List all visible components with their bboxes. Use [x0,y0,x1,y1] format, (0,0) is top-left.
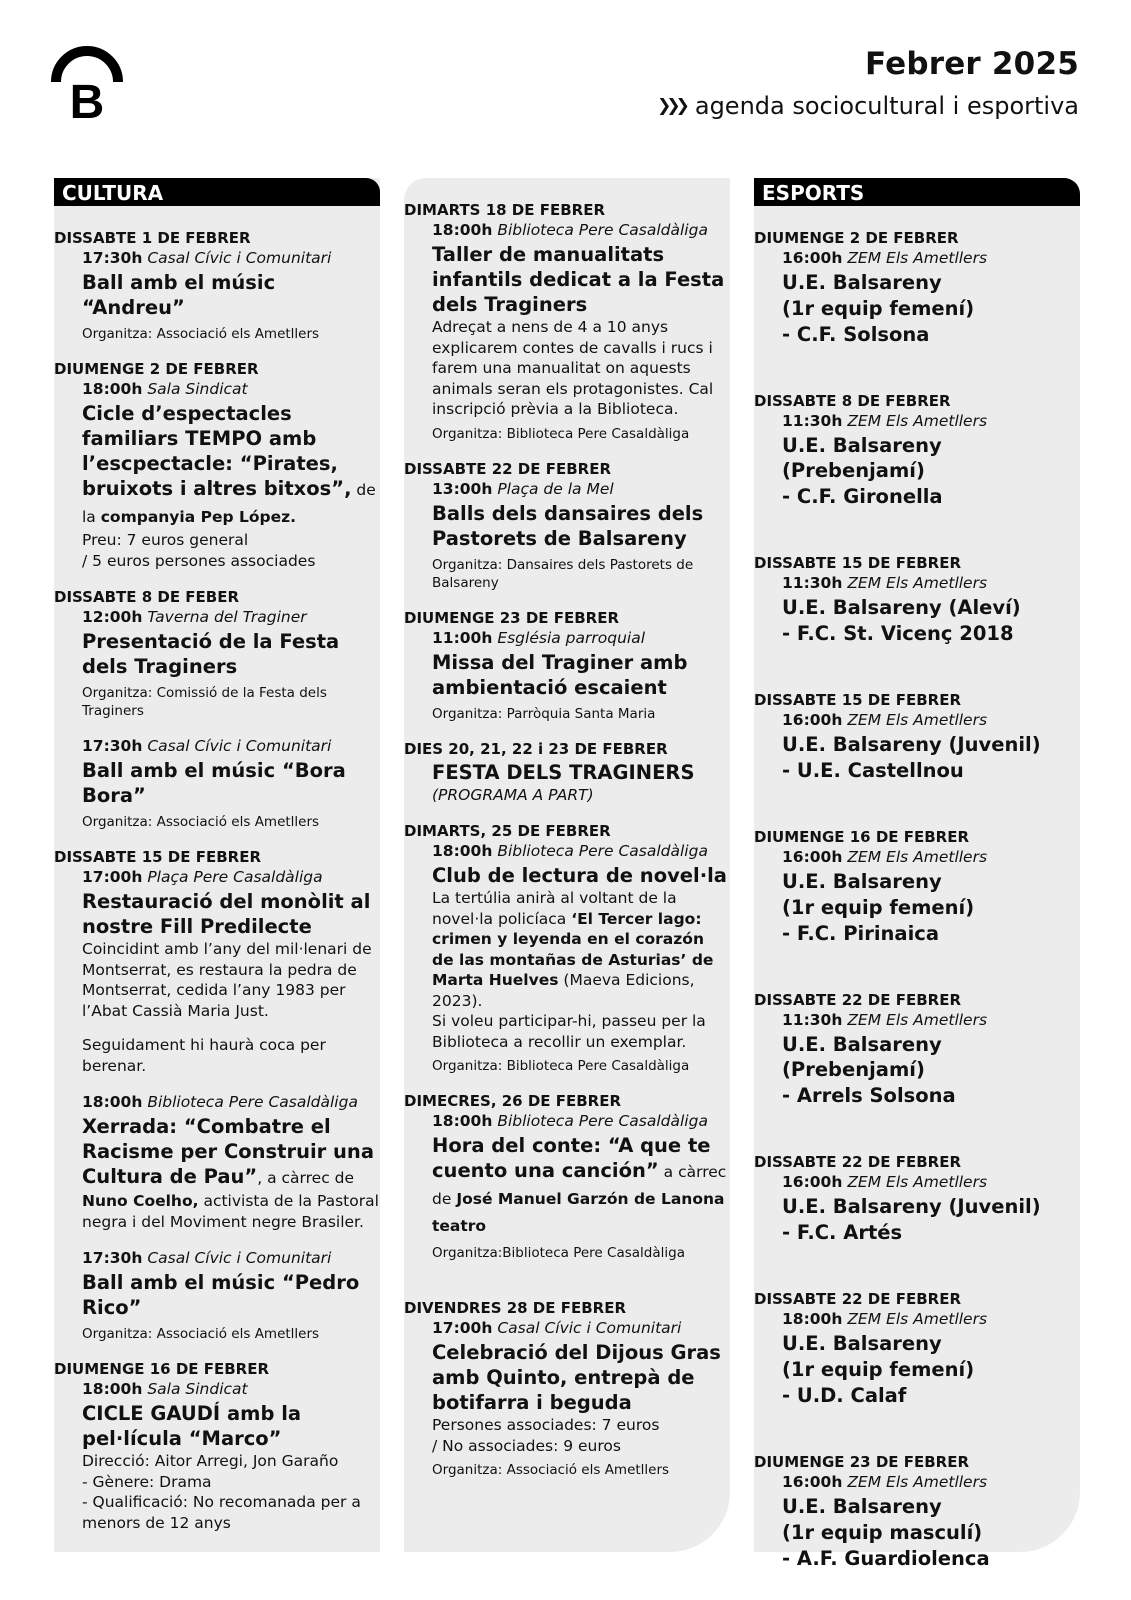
event-note: (PROGRAMA A PART) [432,785,594,804]
day-label: DISSABTE 15 DE FEBRER [754,554,961,572]
match-line: - F.C. Pirinaica [782,922,939,945]
event-title: Xerrada: “Combatre el Racisme per Construir una Cultura de Pau” [82,1115,374,1188]
event-description: La tertúlia anirà al voltant de la novel·la policíaca [432,889,677,928]
match-time: 16:00h [782,249,843,267]
event-time: 17:30h [82,1249,143,1267]
event [404,628,730,723]
event-title: FESTA DELS TRAGINERS [432,760,695,784]
event-time: 17:30h [82,737,143,755]
event-description: - Gènere: Drama [82,1472,212,1491]
match-details [754,573,1080,646]
event-organizer: Organitza:Biblioteca Pere Casaldàliga [432,1245,685,1261]
company-name: companyia Pep López. [100,508,296,526]
match-line: (1r equip masculí) [782,1521,983,1544]
page-subtitle [657,92,1079,120]
event-organizer: Organitza: Biblioteca Pere Casaldàliga [432,1058,690,1074]
event-organizer: Organitza: Associació els Ametllers [82,326,320,342]
match-line: U.E. Balsareny [782,1332,942,1355]
event-description: - Qualificació: No recomanada per a menors de 12 anys [82,1493,361,1532]
match-line: - U.D. Calaf [782,1384,907,1407]
match-line: - F.C. Artés [782,1221,903,1244]
sport-match [754,990,1080,1108]
sport-match [754,391,1080,509]
match-time: 16:00h [782,1473,843,1491]
event-title: Club de lectura de novel·la [432,864,727,887]
subtitle-text: agenda sociocultural i esportiva [694,92,1079,120]
match-line: U.E. Balsareny (Juvenil) [782,733,1041,756]
day-label: DISSABTE 22 DE FEBRER [754,991,961,1009]
event-time: 18:00h [432,1112,493,1130]
day-label: DISSABTE 22 DE FEBRER [754,1153,961,1171]
event [404,1318,730,1479]
match-place: ZEM Els Ametllers [847,1011,988,1029]
event-place: Sala Sindicat [147,1380,248,1398]
sport-match [754,1452,1080,1571]
event-title: Ball amb el músic “Pedro Rico” [82,1271,360,1319]
day-label: DIUMENGE 23 DE FEBRER [754,1453,970,1471]
day-label: DISSABTE 15 DE FEBRER [54,848,261,866]
event-description: Adreçat a nens de 4 a 10 anys explicarem contes de cavalls i rucs i farem una manualitat on aquests animals seran els protagonistes. Cal inscripció prèvia a la Biblioteca. [432,318,714,418]
match-time: 11:30h [782,1011,843,1029]
day-label: DISSABTE 8 DE FEBRER [754,392,951,410]
event-description: (Maeva Edicions, 2023). [432,971,695,1010]
chevrons-icon: ❯❯❯ [657,96,685,116]
match-details [754,710,1080,783]
match-details [754,1010,1080,1108]
event-place: Casal Cívic i Comunitari [147,737,332,755]
event-place: Plaça Pere Casaldàliga [147,868,323,886]
event-organizer: Organitza: Associació els Ametllers [82,1326,320,1342]
event-price-members: / 5 euros persones associades [82,551,316,570]
event-time: 18:00h [82,380,143,398]
match-details [754,248,1080,347]
event-time: 18:00h [432,221,493,239]
logo-letter: B [69,76,105,129]
event-title: Ball amb el músic “Andreu” [82,271,276,319]
match-line: - Arrels Solsona [782,1084,956,1107]
day-label: DIUMENGE 16 DE FEBRER [754,828,970,846]
event-time: 18:00h [82,1380,143,1398]
event [54,1248,380,1343]
performer-name: José Manuel Garzón de Lanona teatro [432,1190,725,1235]
balsareny-logo [50,44,124,129]
match-time: 16:00h [782,711,843,729]
event-description: activista de la Pastoral negra i del Moviment negre Brasiler. [82,1192,379,1231]
event [404,479,730,592]
match-line: U.E. Balsareny [782,271,942,294]
page-title: Febrer 2025 [864,46,1079,82]
sport-match [754,228,1080,347]
event-title: Missa del Traginer amb ambientació escaient [432,650,688,699]
event [404,220,730,443]
match-line: (1r equip femení) [782,297,975,320]
section-heading-esports: ESPORTS [754,178,1080,206]
event-place: Biblioteca Pere Casaldàliga [497,1112,708,1130]
event-description: Coincidint amb l’any del mil·lenari de Montserrat, es restaura la pedra de Montserrat, cedida l’any 1983 per l’Abat Cassià Maria Just. [82,940,372,1020]
match-line: - C.F. Gironella [782,485,943,508]
event-place: Sala Sindicat [147,380,248,398]
event-place: Taverna del Traginer [147,608,307,626]
event-price-members: / No associades: 9 euros [432,1436,621,1455]
event-organizer: Organitza: Comissió de la Festa dels Traginers [82,685,327,719]
event-place: Plaça de la Mel [497,479,614,498]
day-label: DISSABTE 22 DE FEBRER [754,1290,961,1308]
match-time: 18:00h [782,1310,843,1328]
match-line: (1r equip femení) [782,896,975,919]
sport-match [754,1289,1080,1408]
day-label: DISSABTE 15 DE FEBRER [754,691,961,709]
event-time: 17:00h [432,1319,493,1337]
match-line: U.E. Balsareny (Juvenil) [782,1195,1041,1218]
speaker-name: Nuno Coelho, [82,1192,199,1210]
event [54,607,380,720]
day-label: DIMARTS, 25 DE FEBRER [404,822,611,840]
sports-list [754,228,1080,1571]
event-title-tail: , a càrrec de [257,1169,355,1187]
match-line: - F.C. St. Vicenç 2018 [782,622,1014,645]
event-place: Biblioteca Pere Casaldàliga [497,221,708,239]
match-time: 11:30h [782,412,843,430]
sport-match [754,1152,1080,1245]
cultura-column [54,178,380,1552]
event-place: Casal Cívic i Comunitari [147,249,332,267]
event [54,379,380,571]
match-details [754,1472,1080,1571]
match-place: ZEM Els Ametllers [847,711,988,729]
event-place: Església parroquial [497,628,646,647]
match-time: 16:00h [782,848,843,866]
match-details [754,1172,1080,1245]
event-description: Seguidament hi haurà coca per berenar. [82,1036,326,1075]
match-line: - U.E. Castellnou [782,759,964,782]
event-title: Celebració del Dijous Gras amb Quinto, entrepà de botifarra i beguda [432,1341,721,1414]
event-description: Direcció: Aitor Arregi, Jon Garaño [82,1452,339,1470]
match-line: - A.F. Guardiolenca [782,1547,990,1570]
event-organizer: Organitza: Associació els Ametllers [82,814,320,830]
event-organizer: Organitza: Biblioteca Pere Casaldàliga [432,425,690,442]
event-organizer: Organitza: Associació els Ametllers [432,1462,670,1478]
event-time: 18:00h [82,1093,143,1111]
event [54,867,380,1076]
event-place: Casal Cívic i Comunitari [497,1319,682,1337]
event-title: Taller de manualitats infantils dedicat a la Festa dels Traginers [432,243,725,316]
event-description: Si voleu participar-hi, passeu per la Biblioteca a recollir un exemplar. [432,1012,706,1051]
event-place: Biblioteca Pere Casaldàliga [147,1093,358,1111]
event-time: 18:00h [432,842,493,860]
match-place: ZEM Els Ametllers [847,1173,988,1191]
event [404,760,730,806]
event-place: Casal Cívic i Comunitari [147,1249,332,1267]
sport-match [754,827,1080,946]
day-label: DIUMENGE 16 DE FEBRER [54,1360,270,1378]
match-place: ZEM Els Ametllers [847,848,988,866]
event-title: Restauració del monòlit al nostre Fill Predilecte [82,890,371,938]
event-title: Ball amb el músic “Bora Bora” [82,759,346,807]
match-place: ZEM Els Ametllers [847,1310,988,1328]
match-line: - C.F. Solsona [782,323,930,346]
event-place: Biblioteca Pere Casaldàliga [497,842,708,860]
event-title: Balls dels dansaires dels Pastorets de Balsareny [432,501,704,550]
esports-column [754,178,1080,1570]
day-label: DIMECRES, 26 DE FEBRER [404,1092,622,1110]
event-title-tail: a càrrec de [432,1163,727,1208]
day-label: DIUMENGE 2 DE FEBRER [754,229,959,247]
event [54,248,380,343]
match-line: U.E. Balsareny (Aleví) [782,596,1021,619]
middle-column [404,178,730,1552]
event-title: Presentació de la Festa dels Traginers [82,630,340,678]
match-line: U.E. Balsareny [782,870,942,893]
day-label: DISSABTE 22 DE FEBRER [404,459,611,478]
day-label: DIVENDRES 28 DE FEBRER [404,1299,627,1317]
sport-match [754,553,1080,646]
event-title: CICLE GAUDÍ amb la pel·lícula “Marco” [82,1402,302,1450]
book-title: ‘El Tercer lago: crimen y leyenda en el corazón de las montañas de Asturias’ de Marta Huelves [432,909,714,989]
day-label: DIUMENGE 23 DE FEBRER [404,608,620,627]
event-title: Hora del conte: “A que te cuento una canción” [432,1134,711,1182]
event-time: 12:00h [82,608,143,626]
match-place: ZEM Els Ametllers [847,412,988,430]
event-time: 13:00h [432,479,493,498]
event-price: Persones associades: 7 euros [432,1416,660,1434]
day-label: DIMARTS 18 DE FEBRER [404,201,605,219]
event [54,1092,380,1232]
match-time: 11:30h [782,574,843,592]
day-label: DIUMENGE 2 DE FEBRER [54,360,259,378]
match-place: ZEM Els Ametllers [847,1473,988,1491]
day-label: DISSABTE 1 DE FEBRER [54,229,251,247]
day-label: DIES 20, 21, 22 i 23 DE FEBRER [404,739,668,758]
match-line: U.E. Balsareny (Prebenjamí) [782,434,942,482]
event-price: Preu: 7 euros general [82,531,249,549]
event-time: 17:30h [82,249,143,267]
section-heading-cultura: CULTURA [54,178,380,206]
day-label: DISSABTE 8 DE FEBER [54,588,240,606]
match-details [754,1309,1080,1408]
match-line: U.E. Balsareny [782,1495,942,1518]
match-details [754,847,1080,946]
match-details [754,411,1080,509]
match-place: ZEM Els Ametllers [847,574,988,592]
event-title: Cicle d’espectacles familiars TEMPO amb l’escpectacle: “Pirates, bruixots i altres bitxos”, [82,402,352,500]
event [54,736,380,831]
event-organizer: Organitza: Parròquia Santa Maria [432,705,656,722]
sport-match [754,690,1080,783]
event [404,1111,730,1262]
match-line: U.E. Balsareny (Prebenjamí) [782,1033,942,1081]
match-time: 16:00h [782,1173,843,1191]
event [54,1379,380,1533]
match-line: (1r equip femení) [782,1358,975,1381]
event-time: 11:00h [432,628,493,647]
event-title-tail: de la [82,481,376,526]
event-time: 17:00h [82,868,143,886]
event-organizer: Organitza: Dansaires dels Pastorets de Balsareny [432,556,694,591]
event [404,841,730,1075]
match-place: ZEM Els Ametllers [847,249,988,267]
